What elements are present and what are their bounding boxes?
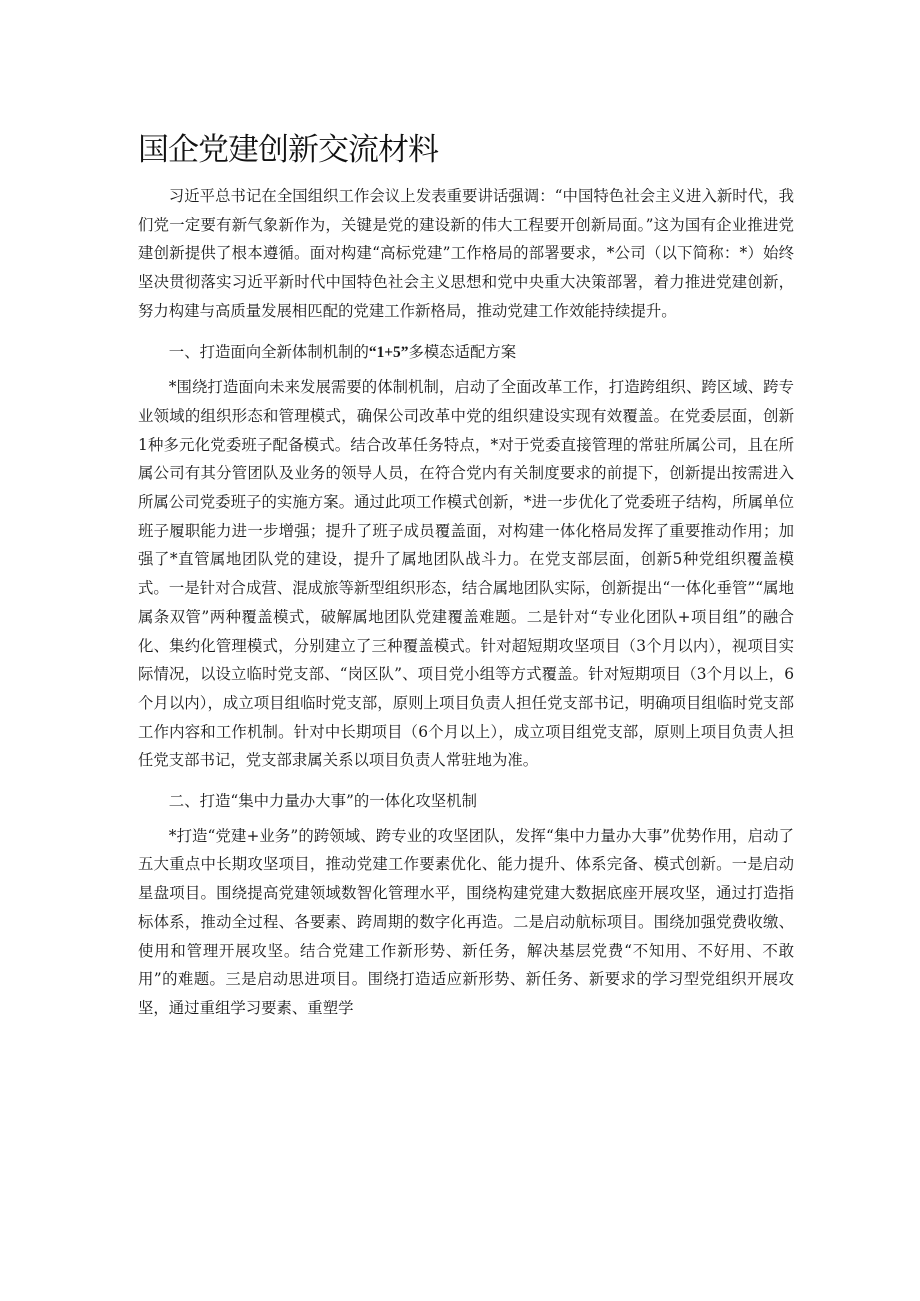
section-1-heading-bold: “1+5” bbox=[368, 343, 409, 361]
section-1-body: *围绕打造面向未来发展需要的体制机制，启动了全面改革工作，打造跨组织、跨区域、跨专业领域的组织形态和管理模式，确保公司改革中党的组织建设实现有效覆盖。在党委层面，创新1种多元化党委班子配备模式。结合改革任务特点，*对于党委直接管理的常驻所属公司，且在所属公司有其分管团队及业务的领导人员，在符合党内有关制度要求的前提下，创新提出按需进入所属公司党委班子的实施方案。通过此项工作模式创新，*进一步优化了党委班子结构，所属单位班子履职能力进一步增强；提升了班子成员覆盖面，对构建一体化格局发挥了重要推动作用；加强了*直管属地团队党的建设，提升了属地团队战斗力。在党支部层面，创新5种党组织覆盖模式。一是针对合成营、混成旅等新型组织形态，结合属地团队实际，创新提出“一体化垂管”“属地属条双管”两种覆盖模式，破解属地团队党建覆盖难题。二是针对“专业化团队+项目组”的融合化、集约化管理模式，分别建立了三种覆盖模式。针对超短期攻坚项目（3个月以内），视项目实际情况，以设立临时党支部、“岗区队”、项目党小组等方式覆盖。针对短期项目（3个月以上，6个月以内），成立项目组临时党支部，原则上项目负责人担任党支部书记，明确项目组临时党支部工作内容和工作机制。针对中长期项目（6个月以上），成立项目组党支部，原则上项目负责人担任党支部书记，党支部隶属关系以项目负责人常驻地为准。 bbox=[138, 378, 794, 770]
document-title: 国企党建创新交流材料 bbox=[138, 132, 438, 168]
section-1-heading-suffix: 多模态适配方案 bbox=[408, 342, 517, 361]
section-2-heading: 二、打造“集中力量办大事”的一体化攻坚机制 bbox=[168, 792, 477, 811]
section-1-heading bbox=[138, 338, 794, 368]
document-page bbox=[138, 128, 794, 1023]
intro-paragraph: 习近平总书记在全国组织工作会议上发表重要讲话强调：“中国特色社会主义进入新时代，我们党一定要有新气象新作为，关键是党的建设新的伟大工程要开创新局面。”这为国有企业推进党建创新提供了根本遵循。面对构建“高标党建”工作格局的部署要求，*公司（以下简称：*）始终坚决贯彻落实习近平新时代中国特色社会主义思想和党中央重大决策部署，着力推进党建创新，努力构建与高质量发展相匹配的党建工作新格局，推动党建工作效能持续提升。 bbox=[138, 187, 794, 320]
section-2-body: *打造“党建+业务”的跨领域、跨专业的攻坚团队，发挥“集中力量办大事”优势作用，启动了五大重点中长期攻坚项目，推动党建工作要素优化、能力提升、体系完备、模式创新。一是启动星盘项目。围绕提高党建领域数智化管理水平，围绕构建党建大数据底座开展攻坚，通过打造指标体系，推动全过程、各要素、跨周期的数字化再造。二是启动航标项目。围绕加强党费收缴、使用和管理开展攻坚。结合党建工作新形势、新任务，解决基层党费“不知用、不好用、不敢用”的难题。三是启动思进项目。围绕打造适应新形势、新任务、新要求的学习型党组织开展攻坚，通过重组学习要素、重塑学 bbox=[138, 826, 794, 1017]
section-1-heading-prefix: 一、打造面向全新体制机制的 bbox=[168, 342, 369, 361]
